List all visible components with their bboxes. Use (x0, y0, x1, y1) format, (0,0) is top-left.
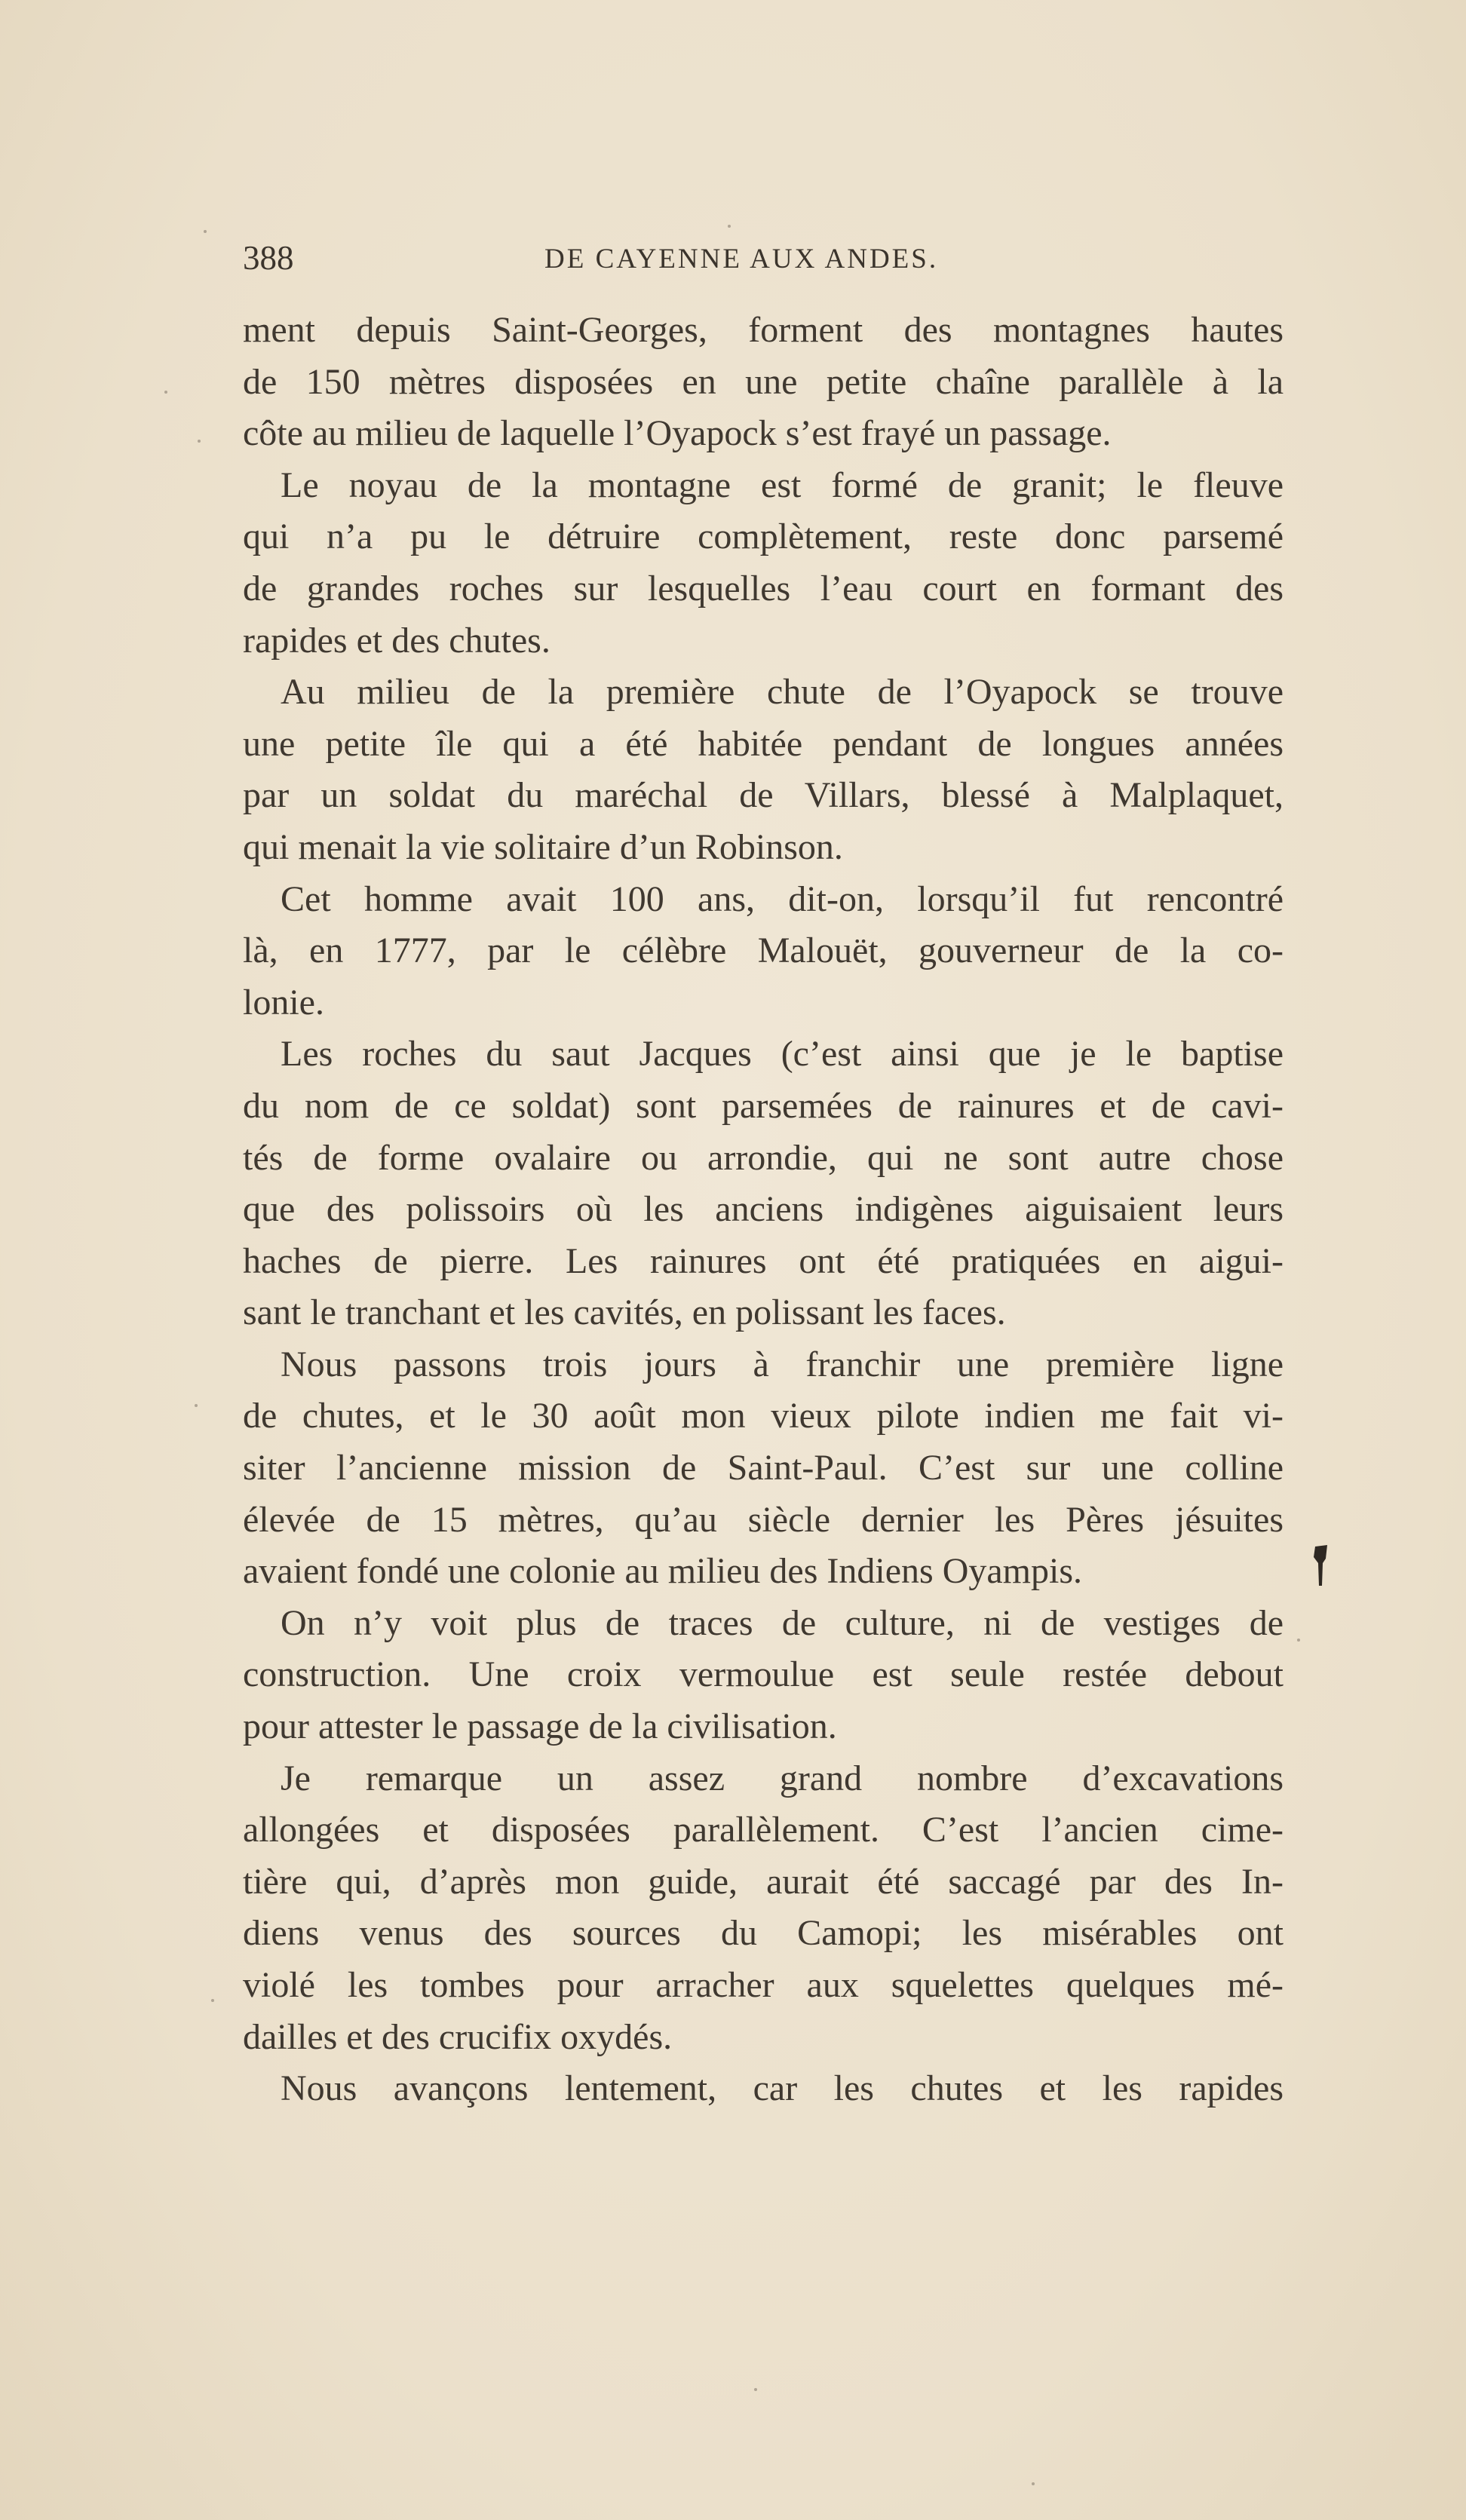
ink-blot-mark (1311, 1544, 1330, 1589)
text-line: Les roches du saut Jacques (c’est ainsi que je le baptise (281, 1034, 1284, 1075)
text-line: pour attester le passage de la civilisation. (243, 1706, 837, 1747)
paper-speck (164, 391, 167, 394)
text-line: Le noyau de la montagne est formé de granit; le fleuve (281, 464, 1284, 505)
paper-speck (728, 225, 731, 228)
text-line: On n’y voit plus de traces de culture, ni de vestiges de (281, 1602, 1284, 1643)
paper-speck (211, 1999, 214, 2002)
text-line: par un soldat du maréchal de Villars, blessé à Malplaquet, (243, 775, 1284, 816)
paper-speck (204, 230, 207, 233)
text-line: de 150 mètres disposées en une petite chaîne parallèle à la (243, 361, 1284, 402)
paper-speck (195, 1404, 198, 1407)
text-line: élevée de 15 mètres, qu’au siècle dernier les Pères jésuites (243, 1499, 1284, 1540)
paper-speck (754, 2388, 757, 2391)
text-line: sant le tranchant et les cavités, en polissant les faces. (243, 1292, 1006, 1333)
text-line: diens venus des sources du Camopi; les misérables ont (243, 1913, 1284, 1954)
text-line: Nous passons trois jours à franchir une première ligne (281, 1344, 1284, 1384)
text-line: côte au milieu de laquelle l’Oyapock s’est frayé un passage. (243, 413, 1112, 454)
text-line: là, en 1777, par le célèbre Malouët, gouverneur de la co- (243, 930, 1284, 971)
text-line: Cet homme avait 100 ans, dit-on, lorsqu’il fut rencontré (281, 878, 1284, 919)
text-line: siter l’ancienne mission de Saint-Paul. C’est sur une colline (243, 1448, 1284, 1488)
text-line: Je remarque un assez grand nombre d’excavations (281, 1758, 1284, 1798)
text-line: qui menait la vie solitaire d’un Robinson. (243, 826, 843, 867)
page-number: 388 (243, 239, 294, 277)
paper-speck (1297, 1639, 1300, 1642)
text-line: violé les tombes pour arracher aux squelettes quelques mé- (243, 1965, 1284, 2005)
text-line: tière qui, d’après mon guide, aurait été saccagé par des In- (243, 1861, 1284, 1902)
text-line: rapides et des chutes. (243, 620, 551, 661)
text-line: dailles et des crucifix oxydés. (243, 2016, 673, 2057)
text-line: Au milieu de la première chute de l’Oyapock se trouve (281, 672, 1284, 713)
paper-speck (198, 440, 201, 443)
running-title: DE CAYENNE AUX ANDES. (544, 244, 939, 274)
text-line: une petite île qui a été habitée pendant de longues années (243, 723, 1284, 764)
body-text (243, 305, 1284, 2115)
text-line: Nous avançons lentement, car les chutes et les rapides (281, 2068, 1284, 2109)
text-line: du nom de ce soldat) sont parsemées de rainures et de cavi- (243, 1085, 1284, 1126)
text-line: de chutes, et le 30 août mon vieux pilote indien me fait vi- (243, 1396, 1284, 1436)
text-line: qui n’a pu le détruire complètement, reste donc parsemé (243, 517, 1284, 557)
text-line: construction. Une croix vermoulue est seule restée debout (243, 1654, 1284, 1695)
text-line: allongées et disposées parallèlement. C’est l’ancien cime- (243, 1810, 1284, 1850)
text-line: lonie. (243, 982, 324, 1022)
page-header (243, 238, 1284, 284)
paper-speck (1032, 2482, 1035, 2485)
text-line: que des polissoirs où les anciens indigènes aiguisaient leurs (243, 1189, 1284, 1230)
text-line: haches de pierre. Les rainures ont été pratiquées en aigui- (243, 1240, 1284, 1281)
text-line: ment depuis Saint-Georges, forment des montagnes hautes (243, 310, 1284, 350)
text-line: avaient fondé une colonie au milieu des Indiens Oyampis. (243, 1551, 1083, 1592)
text-line: tés de forme ovalaire ou arrondie, qui ne sont autre chose (243, 1137, 1284, 1178)
text-line: de grandes roches sur lesquelles l’eau court en formant des (243, 568, 1284, 609)
